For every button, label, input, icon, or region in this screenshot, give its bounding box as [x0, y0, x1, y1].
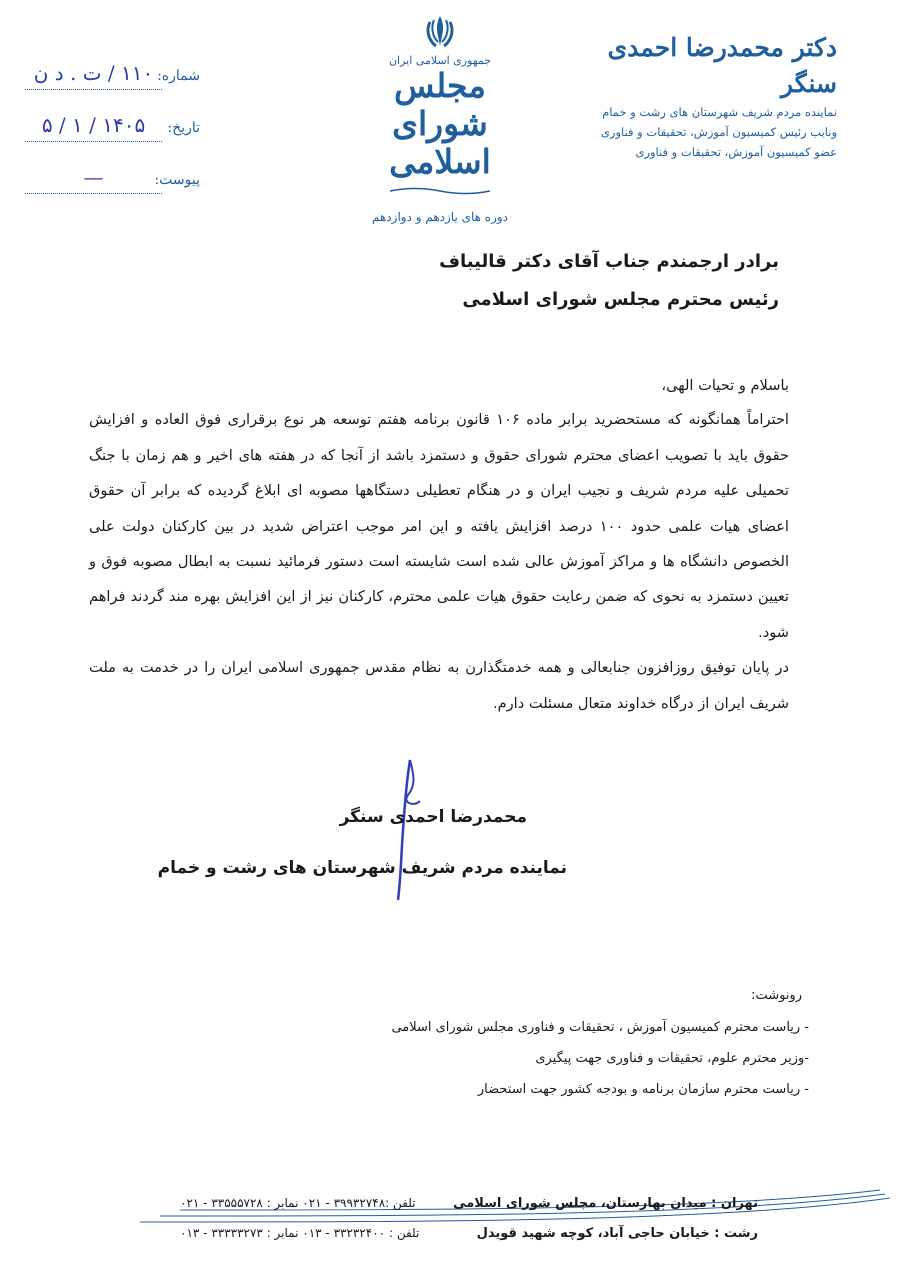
rasht-address: رشت : خیابان حاجی آباد، کوچه شهید قویدل [476, 1225, 758, 1241]
number-label: شماره: [157, 68, 200, 84]
recipient-line-1: برادر ارجمندم جناب آقای دکتر قالیباف [439, 251, 779, 272]
body-paragraph-2: در پایان توفیق روزافزون جنابعالی و همه خدمتگذارن به نظام مقدس جمهوری اسلامی ایران را در خدمت به ملت شریف ایران از درگاه خداوند متعال مسئلت دارم. [89, 659, 789, 712]
meta-attachment-row [15, 142, 200, 194]
body-paragraph-1: احتراماً همانگونه که مستحضرید برابر ماده ۱۰۶ قانون برنامه هفتم توسعه هر نوع برقراری فوق العاده و افزایش حقوق باید با تصویب اعضای محترم شورای حقوق و دستمزد باشد از آنجا که در هفته های اخیر و هم زمان با جنگ تحمیلی علیه مردم شریف و نجیب ایران و در هنگام تعطیلی دستگاهها مصوبه ای ابلاغ گردیده که برابر آن حقوق اعضای هیات علمی حدود ۱۰۰ درصد افزایش یافته و این امر موجب اعتراض شدید در بین کارکنان دولت علی الخصوص دانشگاه ها و مراکز آموزش عالی شده است شایسته است دستور فرمائید نسبت به ابطال مصوبه فوق و تعیین دستمزد به نحوی که ضمن رعایت حقوق هیات علمی محترم، کارکنان نیز از این افزایش بهره مند گردند فراهم شود. [89, 411, 789, 641]
number-value: ۱۱۰ / ت . د ن [25, 61, 162, 90]
recipient-block [439, 243, 779, 319]
tehran-phones: تلفن :۳۹۹۳۲۷۴۸ - ۰۲۱ نمابر : ۳۳۵۵۵۷۲۸ - ۰۲۱ [180, 1196, 416, 1210]
sender-line-3: عضو کمیسیون آموزش، تحقیقات و فناوری [635, 145, 837, 159]
sender-name: دکتر محمدرضا احمدی سنگر [607, 33, 837, 98]
sender-line-1: نماینده مردم شریف شهرستان های رشت و خمام [602, 105, 837, 119]
cc-title: رونوشت: [751, 988, 802, 1003]
footer [180, 1188, 758, 1248]
cc-item-3: - ریاست محترم سازمان برنامه و بودجه کشور جهت استحضار [477, 1082, 809, 1097]
emblem-term: دوره های یازدهم و دوازدهم [371, 210, 509, 224]
cc-item-1: - ریاست محترم کمیسیون آموزش ، تحقیقات و فناوری مجلس شورای اسلامی [391, 1020, 809, 1035]
attachment-value: — [25, 165, 162, 194]
signatory-name: محمدرضا احمدی سنگر [339, 807, 527, 827]
cc-item-2: -وزیر محترم علوم، تحقیقات و فناوری جهت پیگیری [535, 1051, 809, 1066]
parliament-emblem [355, 12, 525, 224]
letter-body [89, 368, 789, 721]
rasht-phones: تلفن : ۳۳۲۳۲۴۰۰ - ۰۱۳ نمابر : ۳۳۳۳۳۲۷۳ - ۰۱۳ [180, 1226, 420, 1240]
footer-rasht-row [180, 1218, 758, 1248]
tehran-address: تهران : میدان بهارستان، مجلس شورای اسلامی [453, 1195, 758, 1211]
meta-number-row [15, 38, 200, 90]
signatory-title: نماینده مردم شریف شهرستان های رشت و خمام [157, 858, 567, 878]
date-label: تاریخ: [167, 120, 200, 136]
attachment-label: پیوست: [154, 172, 200, 188]
sender-line-2: ونایب رئیس کمیسیون آموزش، تحقیقات و فناوری [600, 125, 837, 139]
iran-emblem-icon [420, 12, 460, 52]
date-value: ۱۴۰۵ / ۱ / ۵ [25, 113, 162, 142]
letterhead-sender [600, 30, 837, 162]
greeting: باسلام و تحیات الهی، [661, 377, 789, 394]
emblem-title: مجلس شورای اسلامی [389, 66, 491, 181]
cc-list [391, 1012, 809, 1105]
emblem-ornament-icon [385, 186, 495, 196]
emblem-country: جمهوری اسلامی ایران [388, 54, 492, 67]
meta-date-row [15, 90, 200, 142]
recipient-line-2: رئیس محترم مجلس شورای اسلامی [462, 289, 779, 310]
footer-tehran-row [180, 1188, 758, 1218]
letter-meta [15, 38, 200, 194]
handwritten-signature [380, 755, 440, 905]
